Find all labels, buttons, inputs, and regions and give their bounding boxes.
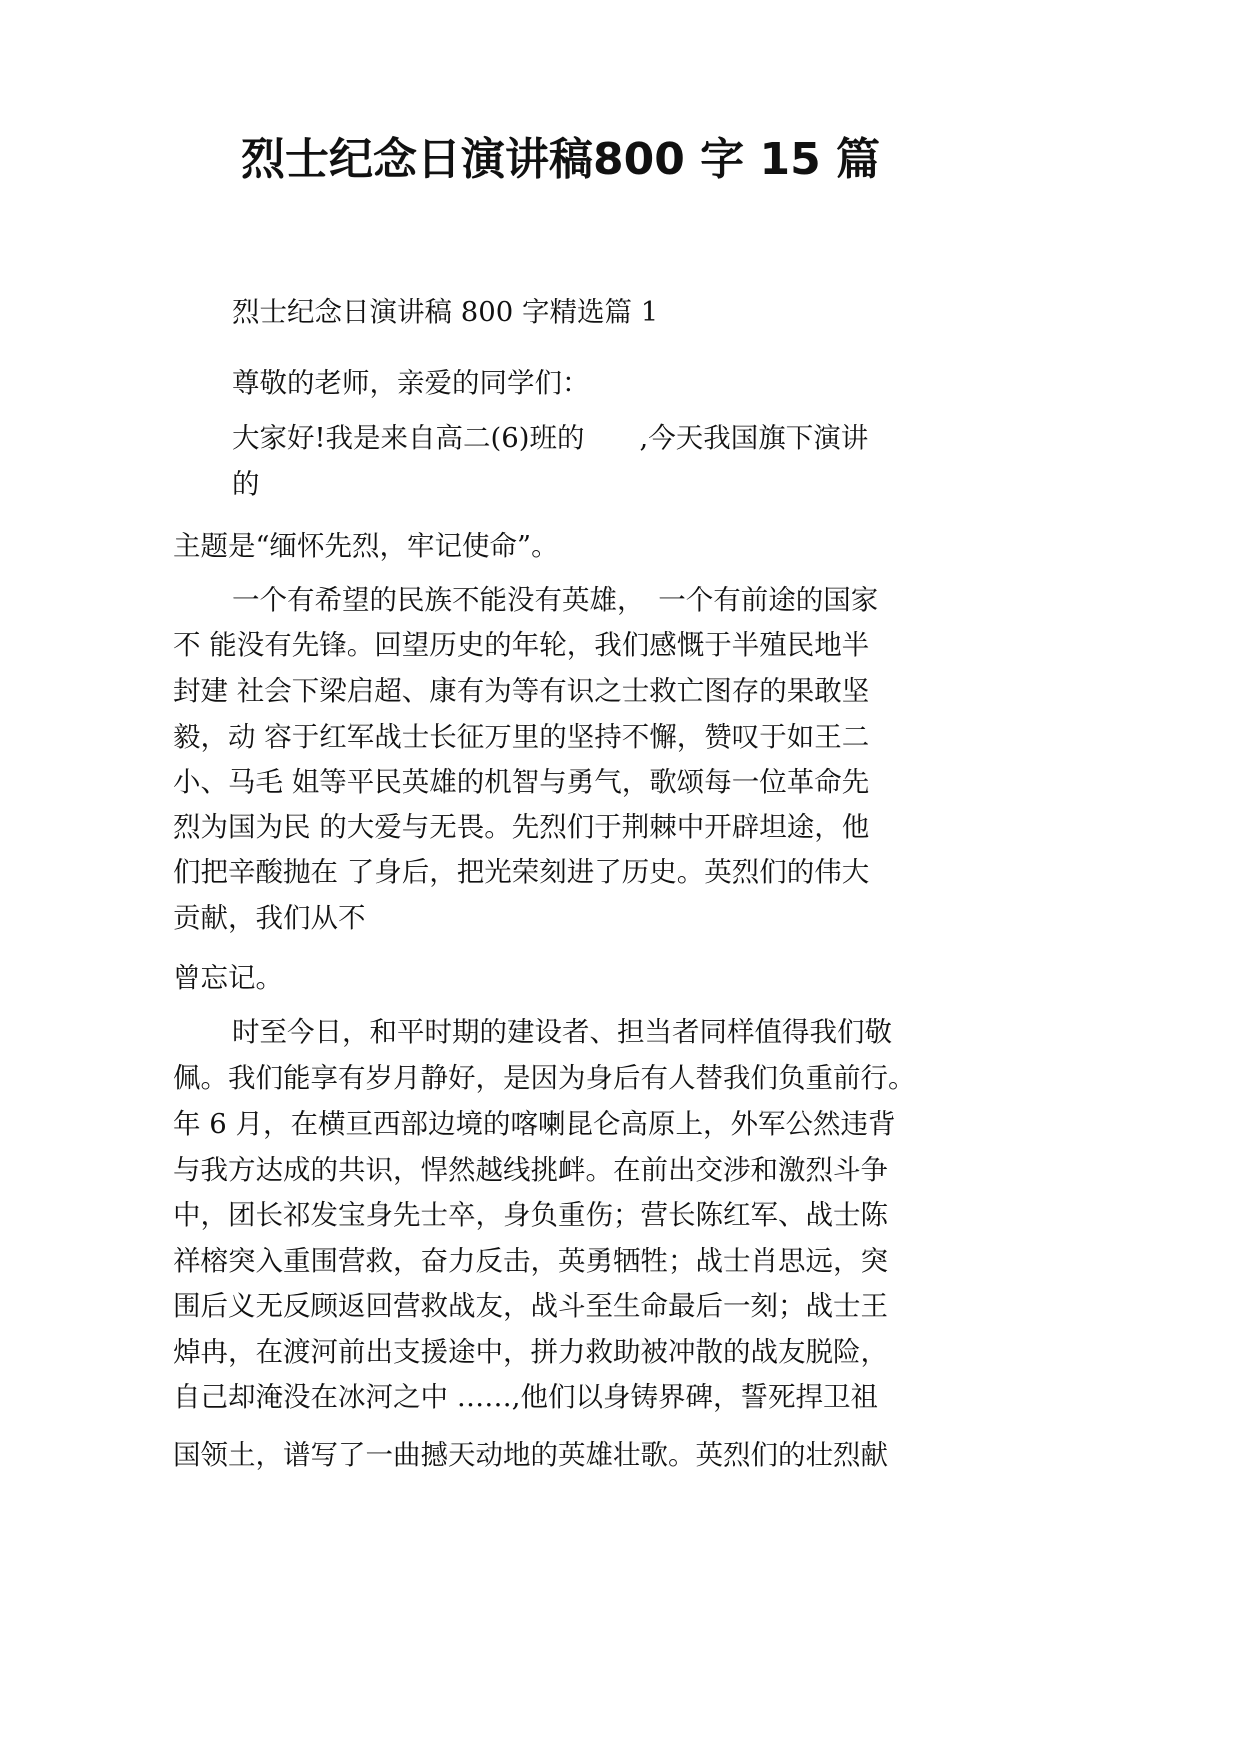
text-line: 一个有希望的民族不能没有英雄， 一个有前途的国家 <box>232 584 879 616</box>
text-line: 不 能没有先锋。回望历史的年轮，我们感慨于半殖民地半 <box>173 629 870 661</box>
text-line: 封建 社会下梁启超、康有为等有识之士救亡图存的果敢坚 <box>173 675 870 707</box>
text-line: 佩。我们能享有岁月静好，是因为身后有人替我们负重前行。 <box>173 1062 916 1094</box>
text-line: 与我方达成的共识，悍然越线挑衅。在前出交涉和激烈斗争 <box>173 1154 888 1186</box>
text-line: 烈为国为民 的大爱与无畏。先烈们于荆棘中开辟坦途，他 <box>173 811 870 843</box>
section-heading: 烈士纪念日演讲稿 800 字精选篇 1 <box>232 296 659 328</box>
text-line: 主题是“缅怀先烈，牢记使命”。 <box>173 530 559 562</box>
document-title: 烈士纪念日演讲稿800 字 15 篇 <box>240 134 881 185</box>
text-line: 年 6 月，在横亘西部边境的喀喇昆仑高原上，外军公然违背 <box>173 1108 896 1140</box>
text-line: 国领土，谱写了一曲撼天动地的英雄壮歌。英烈们的壮烈献 <box>173 1439 888 1471</box>
text-line: 贡献，我们从不 <box>173 902 366 934</box>
text-line: 中，团长祁发宝身先士卒，身负重伤；营长陈红军、战士陈 <box>173 1199 888 1231</box>
text-line: 毅，动 容于红军战士长征万里的坚持不懈，赞叹于如王二 <box>173 721 870 753</box>
text-line: 焯冉，在渡河前出支援途中，拼力救助被冲散的战友脱险， <box>173 1336 888 1368</box>
text-line: 祥榕突入重围营救，奋力反击，英勇牺牲；战士肖思远，突 <box>173 1245 888 1277</box>
text-line: 大家好!我是来自高二(6)班的 ,今天我国旗下演讲 <box>232 422 869 454</box>
text-line: 自己却淹没在冰河之中 ……,他们以身铸界碑，誓死捍卫祖 <box>173 1381 878 1413</box>
text-line: 的 <box>232 468 260 500</box>
text-line: 曾忘记。 <box>173 962 283 994</box>
salutation: 尊敬的老师，亲爱的同学们： <box>232 367 590 399</box>
text-line: 们把辛酸抛在 了身后，把光荣刻进了历史。英烈们的伟大 <box>173 856 870 888</box>
text-line: 时至今日，和平时期的建设者、担当者同样值得我们敬 <box>232 1016 892 1048</box>
text-line: 小、马毛 姐等平民英雄的机智与勇气，歌颂每一位革命先 <box>173 766 870 798</box>
text-line: 围后义无反顾返回营救战友，战斗至生命最后一刻；战士王 <box>173 1290 888 1322</box>
